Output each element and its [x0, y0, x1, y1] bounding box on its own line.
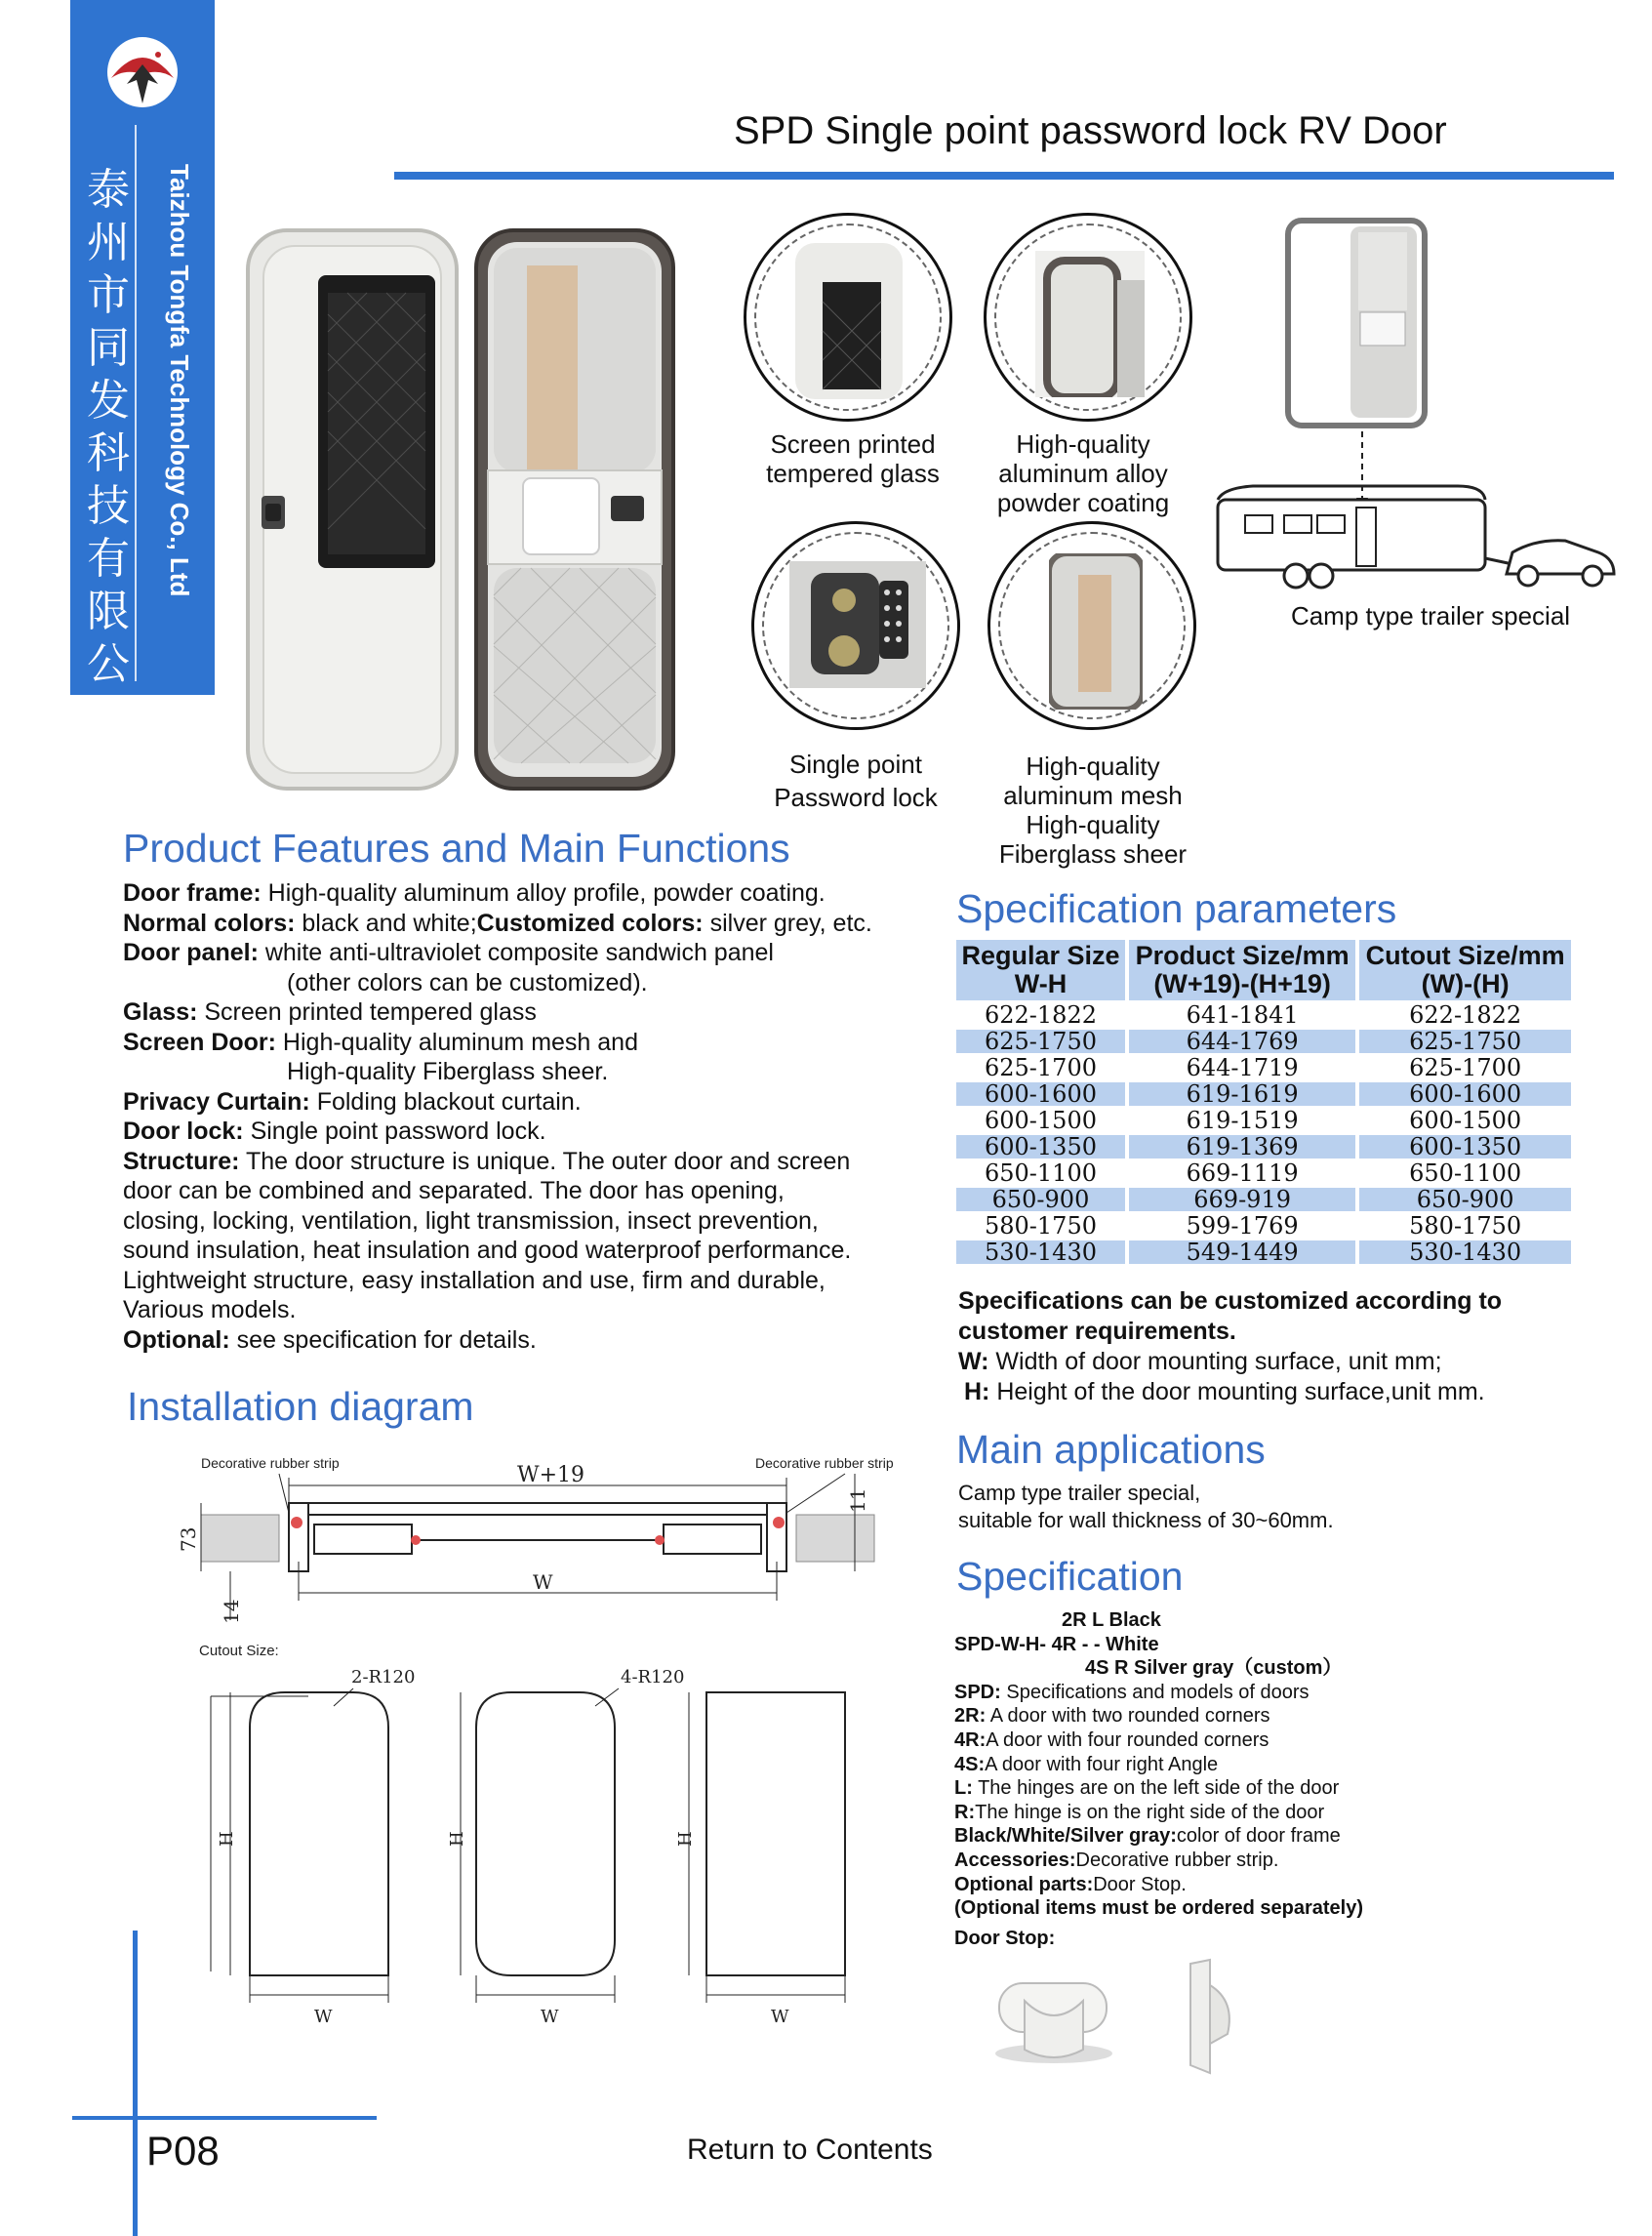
caption-lock: Single point Password lock [774, 750, 938, 812]
w-label-1: W [314, 2007, 333, 2027]
page-number: P08 [146, 2128, 220, 2174]
applications-text: Camp type trailer special, suitable for wall thickness of 30~60mm. [958, 1481, 1334, 1532]
company-name-en: Taizhou Tongfa Technology Co., Ltd [165, 164, 194, 597]
caption-trailer: Camp type trailer special [1290, 601, 1571, 630]
specification-list: 2R L Black SPD-W-H- 4R - - White 4S R Silver gray（custom） SPD: Specifications and models of doors 2R: A door with two rounded corners 4R:A door with four rounded corners 4S:A door with four right Angle L: The hinges are on the left side of the door R:The hinge is on the right side of the door Black/White/Silver gray:color of door frame Accessories:Decorative rubber strip. Optional parts:Door Stop. (Optional items must be ordered separately) Door Stop: [954, 1609, 1363, 1949]
table-row: 600-1600 619-1619 600-1600 [956, 1082, 1571, 1106]
table-row: 580-1750 599-1769 580-1750 [984, 1212, 1522, 1240]
alloy-detail-circle [984, 213, 1192, 422]
door-stop-photo-2 [1171, 1956, 1239, 2079]
caption-glass: Screen printed tempered glass [766, 429, 940, 488]
h-label-3: H [675, 1831, 696, 1847]
strip-left-label: Decorative rubber strip [201, 1455, 340, 1471]
col-regular-size: Regular Size W-H [956, 940, 1125, 1000]
page-title: SPD Single point password lock RV Door [734, 109, 1447, 152]
cutout-2r [250, 1692, 388, 1975]
spec-table-header [956, 940, 1571, 1000]
applications-heading: Main applications [956, 1427, 1266, 1472]
strip-right-label: Decorative rubber strip [755, 1455, 894, 1471]
lock-detail-circle [751, 521, 960, 730]
company-name-cn: 泰州市同发科技有限公司 [87, 165, 130, 742]
features-heading: Product Features and Main Functions [123, 826, 790, 871]
cutout-4s [706, 1692, 845, 1975]
r4-label: 4-R120 [621, 1667, 685, 1687]
w-label-2: W [541, 2007, 559, 2027]
dim-11-label: 11 [846, 1487, 869, 1513]
footer-rule-vertical [133, 1931, 138, 2236]
col-product-size: Product Size/mm (W+19)-(H+19) [1129, 940, 1355, 1000]
col-cutout-size: Cutout Size/mm (W)-(H) [1359, 940, 1571, 1000]
footer-rule-horizontal [72, 2116, 377, 2120]
door-back-photo [472, 226, 677, 793]
caption-mesh: High-quality aluminum mesh High-quality Fiberglass sheer [998, 752, 1188, 869]
table-row: 622-1822 641-1841 622-1822 [984, 1001, 1522, 1029]
table-row: 530-1430 549-1449 530-1430 [956, 1240, 1571, 1264]
cross-section [177, 1455, 894, 1624]
table-row: 600-1500 619-1519 600-1500 [984, 1107, 1522, 1134]
return-to-contents-link[interactable]: Return to Contents [687, 2134, 933, 2166]
h-label-1: H [217, 1831, 237, 1847]
table-row: 625-1700 644-1719 625-1700 [984, 1054, 1522, 1081]
table-row: 625-1750 644-1769 625-1750 [956, 1030, 1571, 1053]
dim-w-label: W [533, 1570, 553, 1594]
spec-params-heading: Specification parameters [956, 886, 1397, 931]
h-label-2: H [447, 1831, 467, 1847]
title-rule [394, 172, 1614, 180]
table-row: 600-1350 619-1369 600-1350 [956, 1135, 1571, 1159]
dim-73-label: 73 [177, 1526, 200, 1552]
r2-label: 2-R120 [351, 1667, 416, 1687]
door-front-photo [244, 226, 461, 793]
specification-heading: Specification [956, 1554, 1184, 1599]
mesh-detail-circle [987, 521, 1196, 730]
cutout-label: Cutout Size: [199, 1643, 279, 1659]
installation-heading: Installation diagram [127, 1384, 474, 1429]
caption-alloy: High-quality aluminum alloy powder coating [996, 429, 1170, 517]
spec-notes: Specifications can be customized according to customer requirements. W: Width of door mounting surface, unit mm; H: Height of the door mounting surface,unit mm. [958, 1287, 1503, 1405]
spec-table [952, 937, 1575, 1267]
cutout-4r [476, 1692, 615, 1975]
table-row: 650-900 669-919 650-900 [956, 1188, 1571, 1211]
glass-detail-circle [744, 213, 952, 422]
w-label-3: W [771, 2007, 789, 2027]
table-row: 650-1100 669-1119 650-1100 [984, 1159, 1522, 1187]
dim-w19-label: W+19 [517, 1463, 585, 1487]
company-logo [105, 35, 180, 109]
trailer-illustration [1214, 211, 1624, 591]
dim-14-label: 14 [220, 1599, 243, 1624]
door-stop-photo-1 [986, 1962, 1122, 2069]
features-list: Door frame: High-quality aluminum alloy profile, powder coating. Normal colors: black and white;Customized colors: silver grey, etc. Door panel: white anti-ultraviolet composite sandwich panel (other colors can be customized). Glass: Screen printed tempered glass Screen Door: High-quality aluminum mesh and High-quality Fiberglass sheer. Privacy Curtain: Folding blackout curtain. Door lock: Single point password lock. Structure: The door structure is unique. The outer door and screen door can be combined and separated. The door has opening, closing, locking, ventilation, light transmission, insect prevention, sound insulation, heat insulation and good waterproof performance. Lightweight structure, easy installation and use, firm and durable, Various models. Optional: see specification for details. [123, 879, 872, 1354]
installation-diagram [172, 1444, 913, 2128]
